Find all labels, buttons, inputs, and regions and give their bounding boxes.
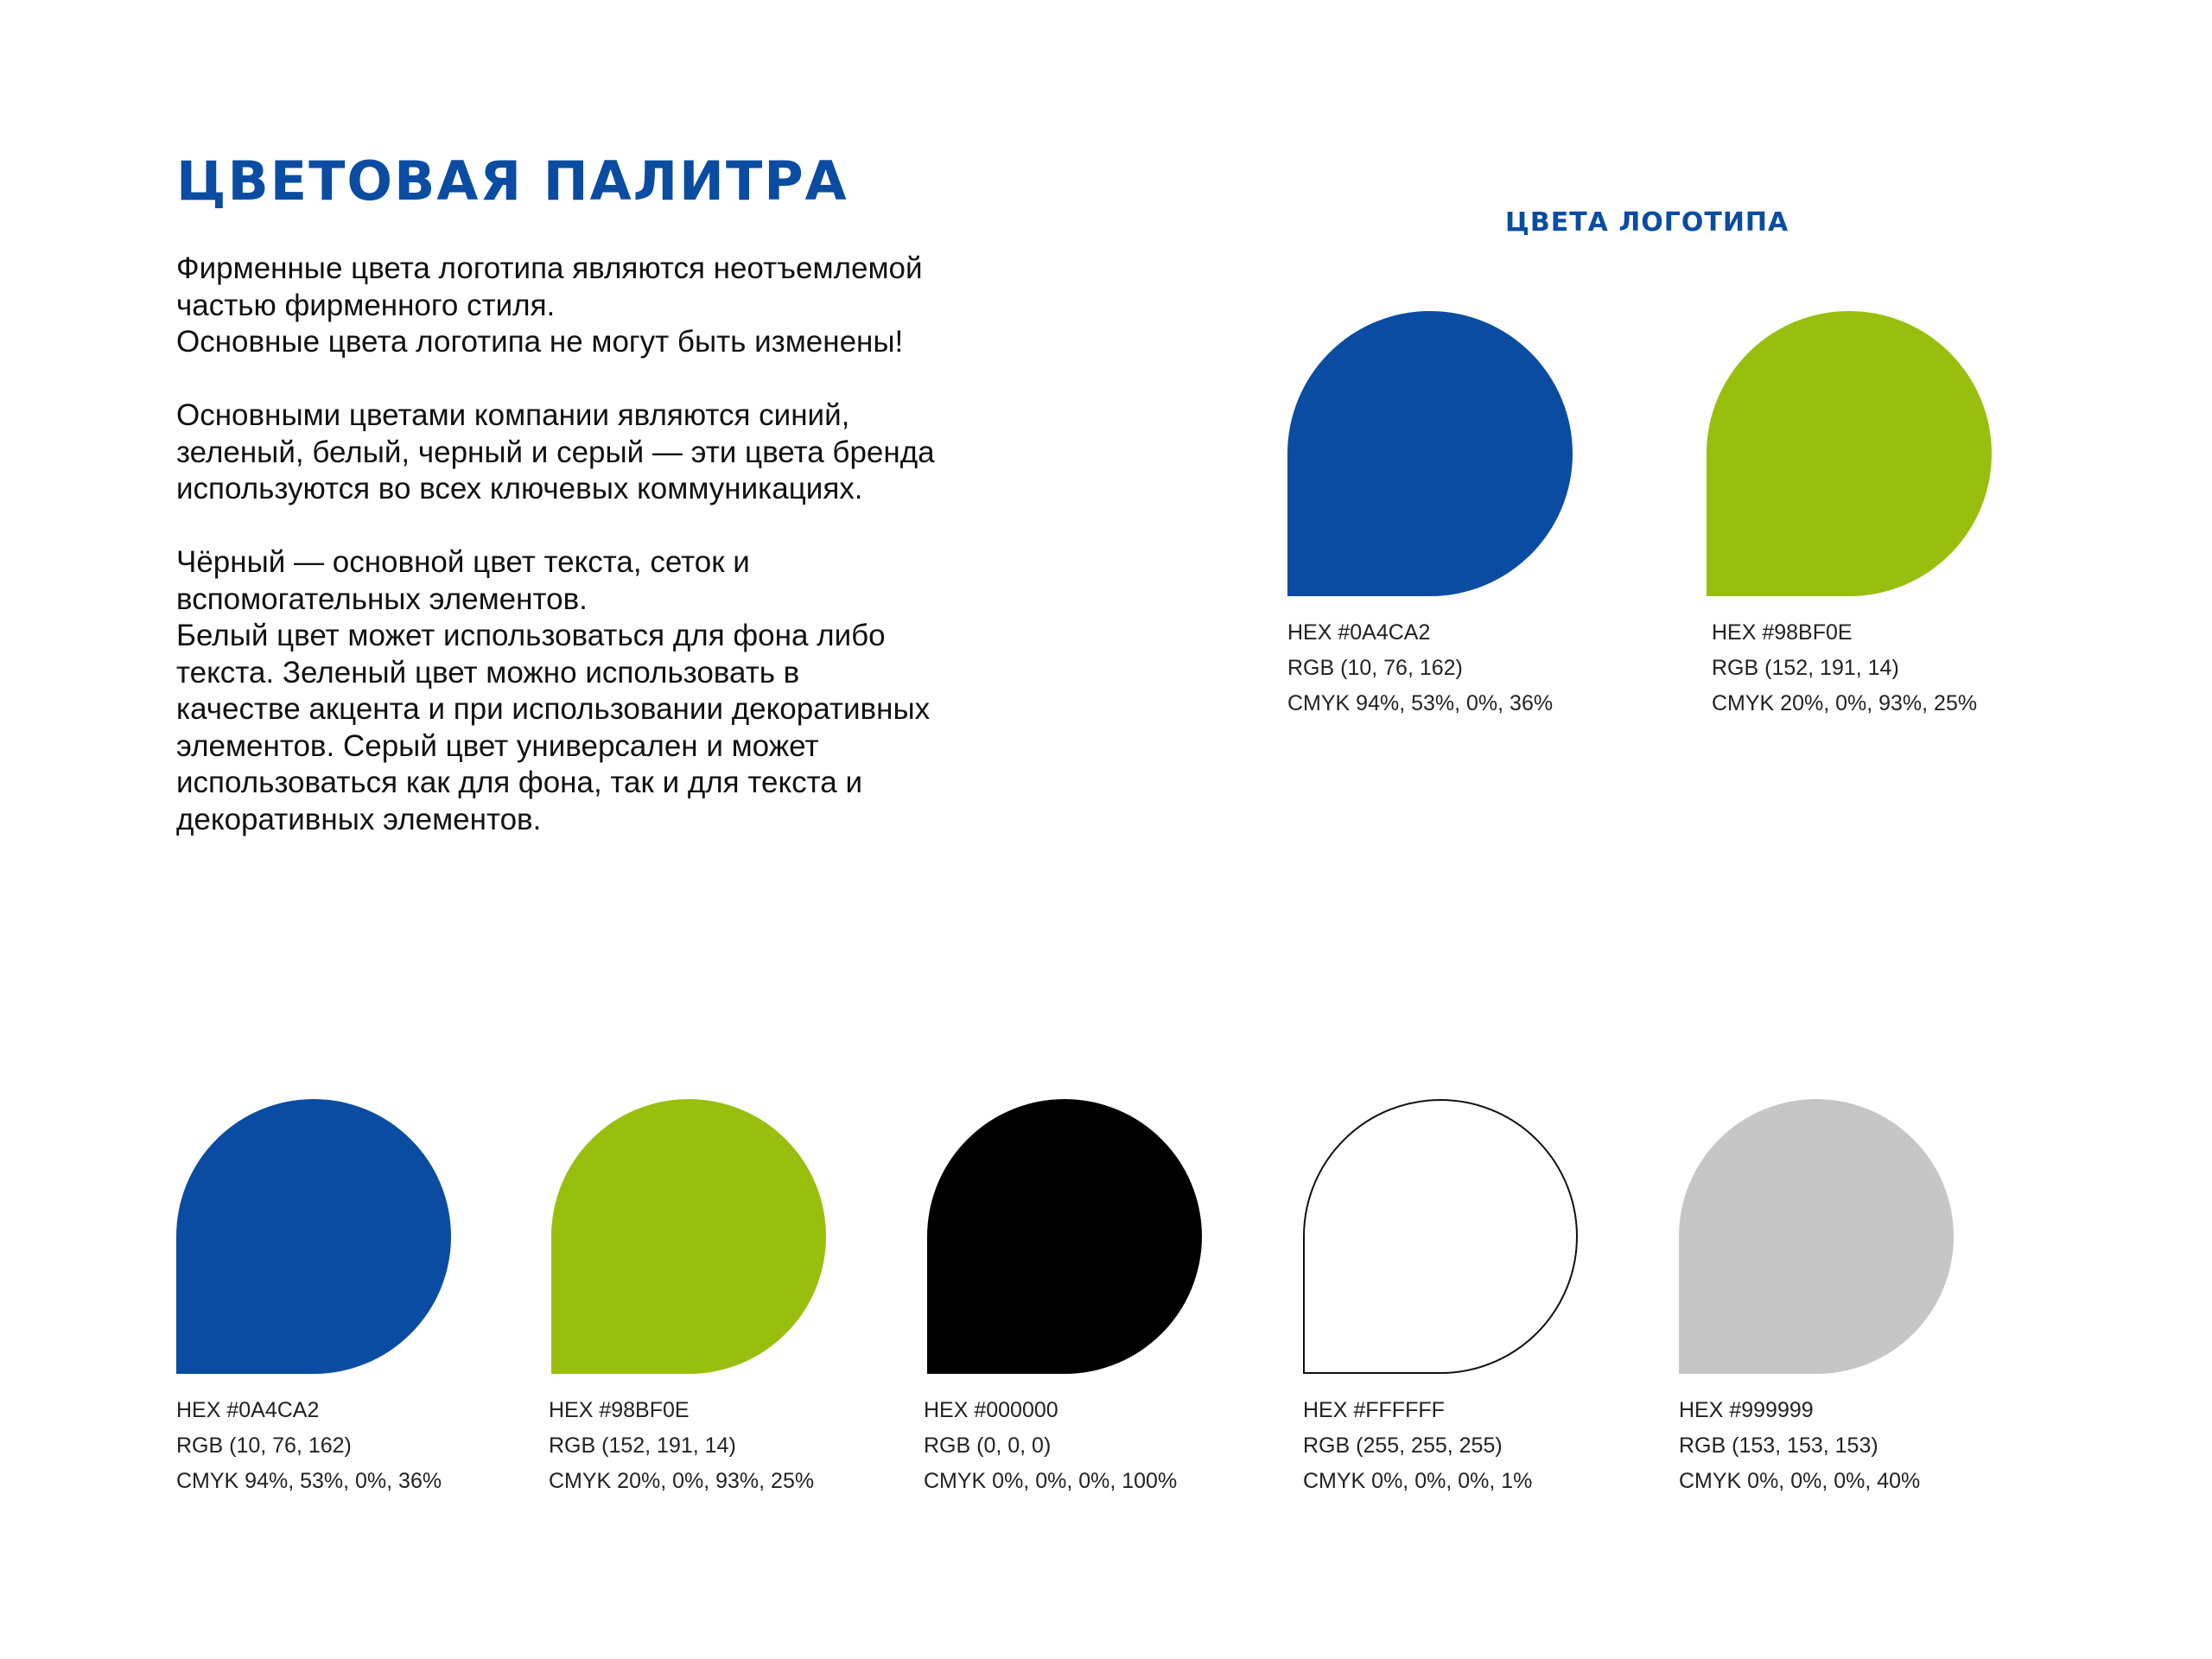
hex-value: HEX #999999 xyxy=(1679,1398,1814,1422)
color-drop xyxy=(1303,1099,1578,1374)
hex-value: HEX #FFFFFF xyxy=(1303,1398,1445,1422)
color-drop xyxy=(927,1099,1202,1374)
color-specs xyxy=(1303,1393,1532,1499)
color-specs xyxy=(1712,615,1977,721)
cmyk-value: CMYK 20%, 0%, 93%, 25% xyxy=(1712,691,1978,715)
intro-line: Чёрный — основной цвет текста, сеток и xyxy=(176,545,750,579)
intro-line: текста. Зеленый цвет можно использовать в xyxy=(176,655,800,690)
color-specs xyxy=(1679,1393,1920,1499)
hex-value: HEX #98BF0E xyxy=(1712,620,1853,645)
intro-line: частью фирменного стиля. xyxy=(176,288,556,322)
color-specs xyxy=(924,1393,1177,1499)
intro-text xyxy=(176,251,1006,838)
intro-line: качестве акцента и при использовании декоративных xyxy=(176,692,931,726)
rgb-value: RGB (152, 191, 14) xyxy=(1712,656,1899,680)
rgb-value: RGB (152, 191, 14) xyxy=(549,1433,736,1458)
logo-colors-title: ЦВЕТА ЛОГОТИПА xyxy=(1505,207,1789,238)
page-title: ЦВЕТОВАЯ ПАЛИТРА xyxy=(176,149,849,213)
color-drop xyxy=(1287,311,1573,596)
rgb-value: RGB (255, 255, 255) xyxy=(1303,1433,1503,1458)
rgb-value: RGB (0, 0, 0) xyxy=(924,1433,1052,1458)
rgb-value: RGB (10, 76, 162) xyxy=(176,1433,352,1458)
hex-value: HEX #0A4CA2 xyxy=(176,1398,320,1422)
color-specs xyxy=(549,1393,814,1499)
rgb-value: RGB (153, 153, 153) xyxy=(1679,1433,1878,1458)
hex-value: HEX #98BF0E xyxy=(549,1398,690,1422)
intro-paragraph-2 xyxy=(176,397,1006,508)
intro-line: элементов. Серый цвет универсален и может xyxy=(176,728,819,763)
color-drop xyxy=(1679,1099,1954,1374)
color-drop xyxy=(551,1099,826,1374)
cmyk-value: CMYK 20%, 0%, 93%, 25% xyxy=(549,1469,815,1493)
intro-line: зеленый, белый, черный и серый — эти цвета бренда xyxy=(176,435,935,469)
intro-paragraph-3 xyxy=(176,544,1006,838)
color-drop xyxy=(1707,311,1992,596)
color-drop xyxy=(176,1099,451,1374)
intro-line: использоваться как для фона, так и для текста и xyxy=(176,766,863,799)
intro-line: декоративных элементов. xyxy=(176,802,542,836)
color-specs xyxy=(1287,615,1553,721)
color-specs xyxy=(176,1393,442,1499)
intro-line: Фирменные цвета логотипа являются неотъемлемой xyxy=(176,251,923,285)
intro-line: используются во всех ключевых коммуникациях. xyxy=(176,472,863,505)
hex-value: HEX #000000 xyxy=(924,1398,1058,1422)
hex-value: HEX #0A4CA2 xyxy=(1287,620,1431,645)
cmyk-value: CMYK 0%, 0%, 0%, 1% xyxy=(1303,1469,1533,1493)
cmyk-value: CMYK 94%, 53%, 0%, 36% xyxy=(176,1469,442,1493)
cmyk-value: CMYK 0%, 0%, 0%, 100% xyxy=(924,1469,1178,1493)
cmyk-value: CMYK 94%, 53%, 0%, 36% xyxy=(1287,691,1554,715)
intro-paragraph-1 xyxy=(176,251,1006,361)
intro-line: Белый цвет может использоваться для фона либо xyxy=(176,619,886,652)
intro-line: Основные цвета логотипа не могут быть изменены! xyxy=(176,325,904,359)
intro-line: вспомогательных элементов. xyxy=(176,582,588,616)
cmyk-value: CMYK 0%, 0%, 0%, 40% xyxy=(1679,1469,1921,1493)
rgb-value: RGB (10, 76, 162) xyxy=(1287,656,1463,680)
intro-line: Основными цветами компании являются синий, xyxy=(176,398,850,432)
